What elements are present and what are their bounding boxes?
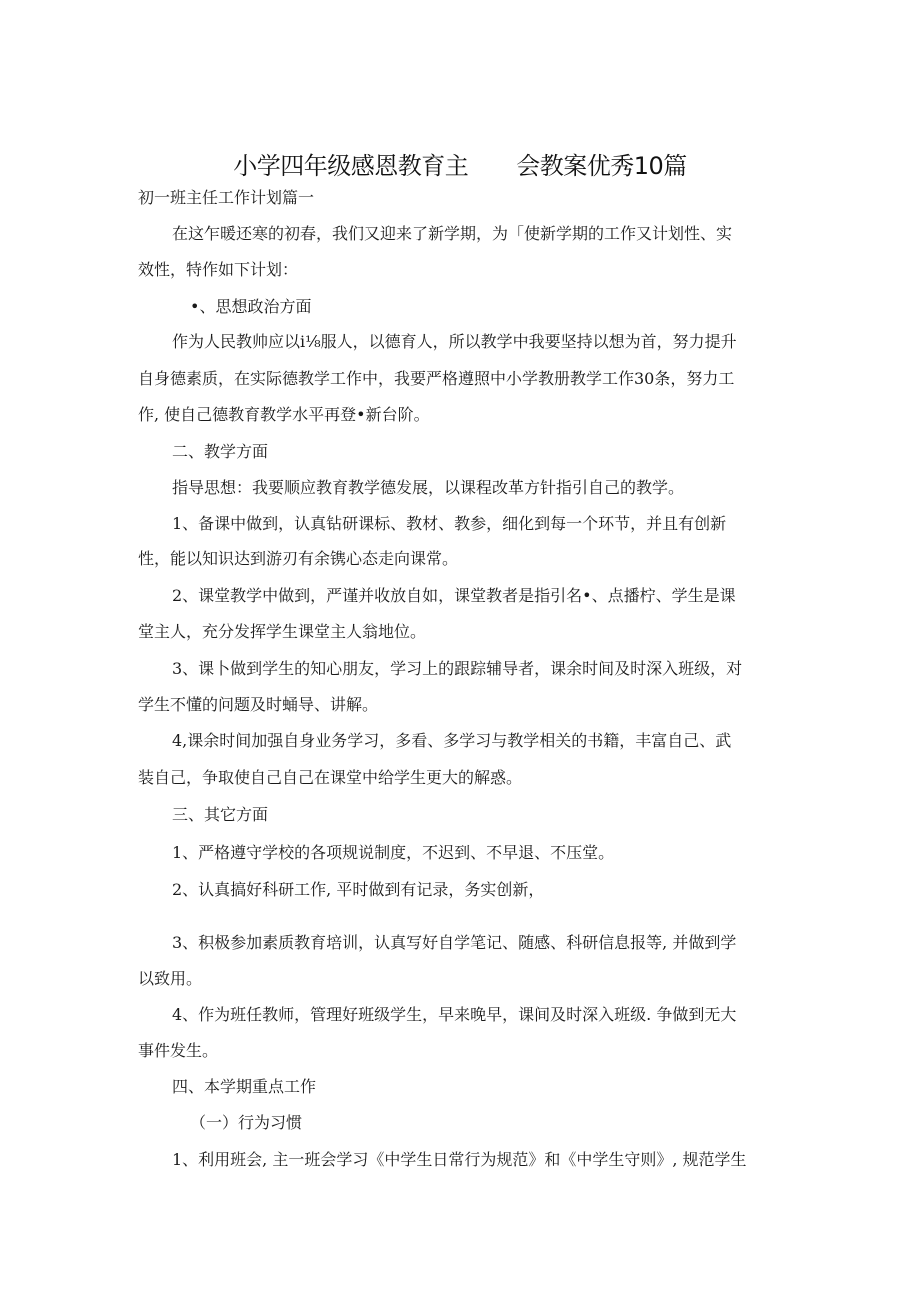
paragraph-line: 自身德素质，在实际德教学工作中，我要严格遵照中小学教册教学工作30条，努力工 (138, 369, 735, 388)
section-heading: •、思想政治方面 (190, 297, 312, 316)
paragraph-line: 装自己，争取使自己自己在课堂中给学生更大的解惑。 (138, 768, 523, 787)
paragraph-line: 1、严格遵守学校的各项规说制度，不迟到、不早退、不压堂。 (172, 843, 615, 862)
paragraph-line: 事件发生。 (138, 1041, 219, 1060)
paragraph-line: 4、作为班任教师，管理好班级学生，早来晚早，课间及时深入班级. 争做到无大 (172, 1005, 737, 1024)
paragraph-line: 2、课堂教学中做到，严谨并收放自如，课堂教者是指引名•、点播柠、学生是课 (172, 586, 736, 605)
section-heading: 二、教学方面 (172, 442, 269, 461)
paragraph-line: 3、课卜做到学生的知心朋友，学习上的跟踪辅导者，课余时间及时深入班级，对 (172, 659, 743, 678)
paragraph-line: 堂主人，充分发挥学生课堂主人翁地位。 (138, 622, 427, 641)
paragraph-line: 2、认真搞好科研工作, 平时做到有记录，务实创新， (172, 880, 545, 899)
paragraph-line: 性，能以知识达到游刃有余镌心态走向课常。 (138, 549, 459, 568)
subsection-heading: （一）行为习惯 (190, 1113, 303, 1132)
paragraph-line: 在这乍暖还寒的初春，我们又迎来了新学期，为「使新学期的工作又计划性、实 (172, 224, 733, 243)
section-heading: 三、其它方面 (172, 805, 269, 824)
paragraph-line: 1、利用班会, 主一班会学习《中学生日常行为规范》和《中学生守则》, 规范学生 (172, 1150, 747, 1169)
section-heading: 四、本学期重点工作 (172, 1077, 317, 1096)
paragraph-line: 效性，特作如下计划： (138, 260, 299, 279)
paragraph-line: 指导思想：我要顺应教育教学德发展，以课程改革方针指引自己的教学。 (172, 478, 685, 497)
paragraph-line: 学生不懂的问题及时蛹导、讲解。 (138, 695, 379, 714)
paragraph-line: 1、备课中做到，认真钻研课标、教材、教参，细化到每一个环节，并且有创新 (172, 514, 727, 533)
paragraph-line: 4,课余时间加强自身业务学习，多看、多学习与教学相关的书籍，丰富自己、武 (172, 731, 732, 750)
title-part-2: 会教案优秀10篇 (516, 152, 687, 180)
title-part-1: 小学四年级感恩教育主 (233, 152, 469, 180)
page-title (0, 146, 920, 181)
section-subtitle: 初一班主任工作计划篇一 (138, 188, 315, 207)
paragraph-line: 3、积极参加素质教育培训，认真写好自学笔记、随感、科研信息报等, 并做到学 (172, 933, 737, 952)
paragraph-line: 作为人民教帅应以i⅛服人，以德育人，所以教学中我要坚持以想为首，努力提升 (172, 332, 737, 351)
paragraph-line: 作, 使自己德教育教学水平再登•新台阶。 (138, 405, 430, 424)
paragraph-line: 以致用。 (138, 969, 203, 988)
